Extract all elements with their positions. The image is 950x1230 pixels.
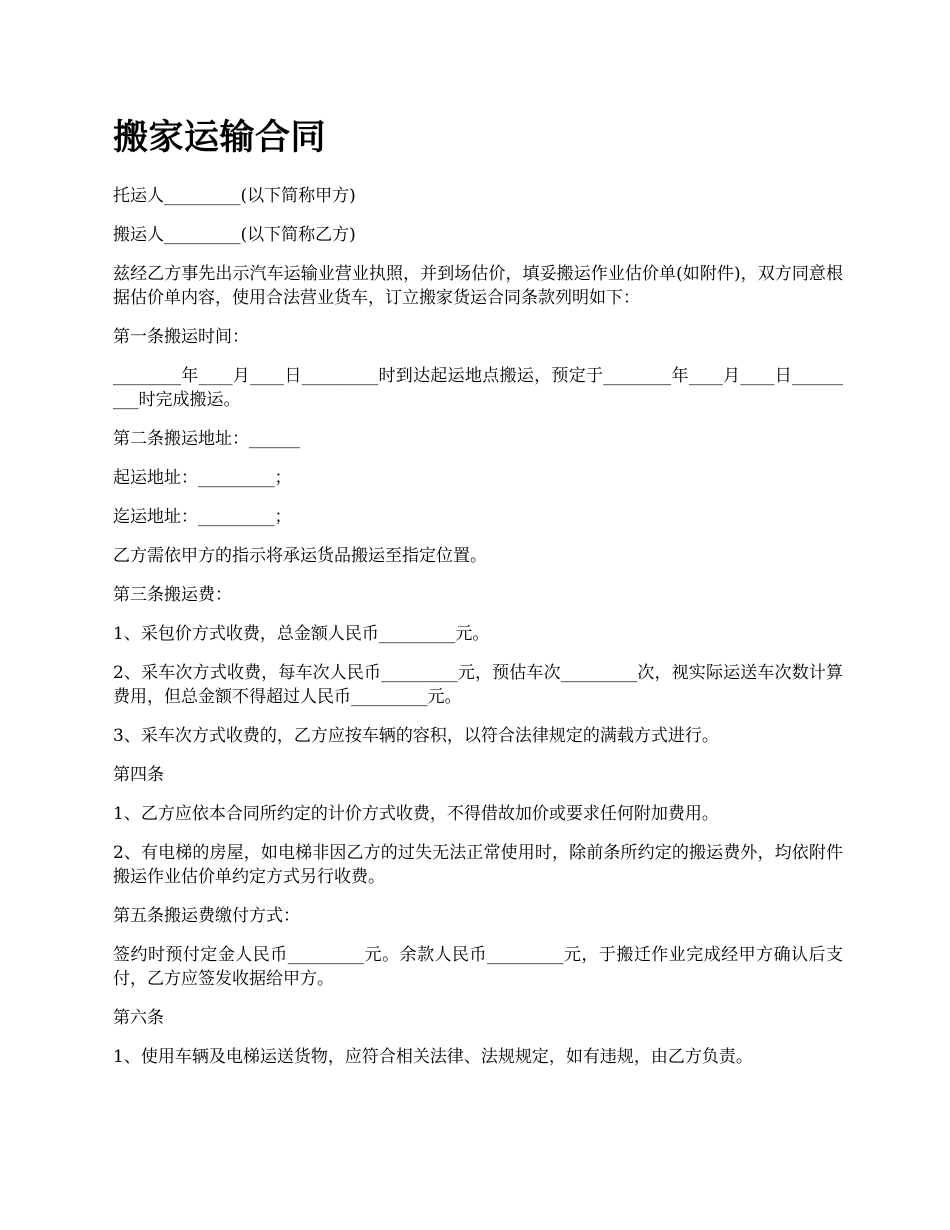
article-2-heading: 第二条搬运地址：______ bbox=[113, 429, 300, 449]
article-5-body: 签约时预付定金人民币_________元。余款人民币_________元，于搬迁作业完成经甲方确认后支付，乙方应签发收据给甲方。 bbox=[113, 945, 843, 989]
article-4-item-2: 2、有电梯的房屋，如电梯非因乙方的过失无法正常使用时，除前条所约定的搬运费外，均依附件搬运作业估价单约定方式另行收费。 bbox=[113, 843, 843, 887]
article-6-heading: 第六条 bbox=[113, 1008, 164, 1028]
article-4-heading: 第四条 bbox=[113, 765, 164, 785]
article-4-item-1: 1、乙方应依本合同所约定的计价方式收费，不得借故加价或要求任何附加费用。 bbox=[113, 804, 719, 824]
article-3-item-2: 2、采车次方式收费，每车次人民币_________元，预估车次_________次，视实际运送车次数计算费用，但总金额不得超过人民币_________元。 bbox=[113, 663, 843, 707]
document-title: 搬家运输合同 bbox=[113, 117, 327, 158]
paragraph-carrier: 搬运人_________(以下简称乙方) bbox=[113, 225, 356, 245]
article-3-item-1: 1、采包价方式收费，总金额人民币_________元。 bbox=[113, 624, 490, 644]
article-1-body: ________年____月____日_________时到达起运地点搬运，预定于________年____月____日_________时完成搬运。 bbox=[113, 366, 843, 410]
paragraph-preamble: 兹经乙方事先出示汽车运输业营业执照，并到场估价，填妥搬运作业估价单(如附件)，双方同意根据估价单内容，使用合法营业货车，订立搬家货运合同条款列明如下： bbox=[113, 264, 843, 308]
article-6-item-1: 1、使用车辆及电梯运送货物，应符合相关法律、法规规定，如有违规，由乙方负责。 bbox=[113, 1047, 753, 1067]
article-2-body: 乙方需依甲方的指示将承运货品搬运至指定位置。 bbox=[113, 546, 487, 566]
article-1-heading: 第一条搬运时间： bbox=[113, 327, 249, 347]
document-page bbox=[113, 112, 843, 1084]
origin-address: 起运地址：_________； bbox=[113, 468, 292, 488]
article-3-heading: 第三条搬运费： bbox=[113, 585, 232, 605]
article-3-item-3: 3、采车次方式收费的，乙方应按车辆的容积，以符合法律规定的满载方式进行。 bbox=[113, 726, 719, 746]
article-5-heading: 第五条搬运费缴付方式： bbox=[113, 906, 300, 926]
destination-address: 迄运地址：_________； bbox=[113, 507, 292, 527]
paragraph-consignor: 托运人_________(以下简称甲方) bbox=[113, 186, 356, 206]
